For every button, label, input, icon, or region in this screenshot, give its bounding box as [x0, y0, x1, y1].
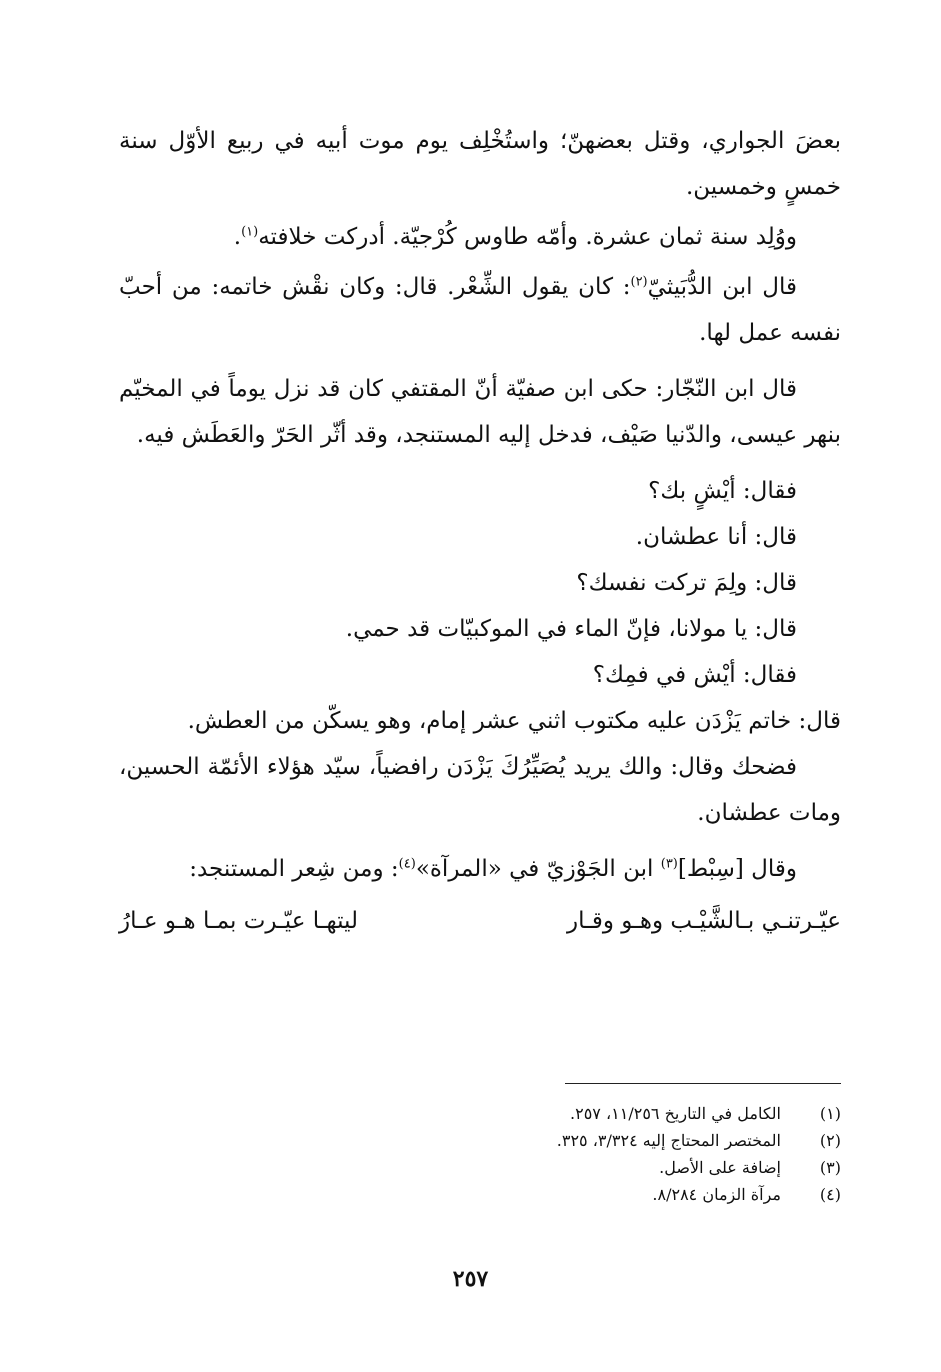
- footnote-2: [119, 1127, 841, 1154]
- dialog-line-3: قال: ولِمَ تركت نفسك؟: [576, 570, 797, 596]
- paragraph-2: [119, 214, 841, 260]
- paragraph-3-text: قال ابن الدُّبَيثيّ: [647, 274, 797, 300]
- footnote-number: (٢): [819, 1131, 841, 1150]
- footnote-divider: [565, 1083, 841, 1084]
- citation-after: : ومن شِعر المستنجد:: [189, 856, 399, 882]
- paragraph-2-text: ووُلِد سنة ثمان عشرة. وأمّه طاوس كُرْجيّة. أدركت خلافته: [258, 224, 797, 250]
- footnote-text: الكامل في التاريخ ١١/٢٥٦، ٢٥٧.: [570, 1104, 781, 1123]
- paragraph-2-end: .: [233, 224, 242, 250]
- footnote-4: [119, 1181, 841, 1208]
- paragraph-3-rest: : كان يقول الشِّعْر. قال: وكان نقْش خاتمه: من أحبّ نفسه عمل لها.: [119, 274, 841, 346]
- dialog-line-5: فقال: أيْش في فمِك؟: [592, 662, 797, 688]
- paragraph-1: بعضَ الجواري، وقتل بعضهنّ؛ واستُخْلِف يوم موت أبيه في ربيع الأوّل سنة خمسٍ وخمسين.: [119, 128, 841, 200]
- footnote-ref-3[interactable]: (٣): [660, 856, 678, 872]
- dialog-line-6: قال: خاتم يَزْدَن عليه مكتوب اثني عشر إمام، وهو يسكّن من العطش.: [187, 708, 841, 734]
- footnote-text: مرآة الزمان ٨/٢٨٤.: [652, 1185, 781, 1204]
- citation-middle: ابن الجَوْزيّ في «المرآة»: [415, 856, 661, 882]
- footnote-number: (٣): [819, 1158, 841, 1177]
- footnote-1: [119, 1100, 841, 1127]
- dialog-line-7: فضحك وقال: والك يريد يُصَيِّرُكَ يَزْدَن رافضياً، سيّد هؤلاء الأئمّة الحسين، ومات عطشان.: [119, 754, 841, 826]
- poem-hemistich-2: ليتهـا عيّـرت بمـا هـو عـارُ: [119, 908, 358, 934]
- dialog-line-4: قال: يا مولانا، فإنّ الماء في الموكبيّات قد حمي.: [345, 616, 797, 642]
- main-text: [119, 118, 841, 944]
- footnote-text: إضافة على الأصل.: [659, 1158, 781, 1177]
- paragraph-4: قال ابن النّجّار: حكى ابن صفيّة أنّ المقتفي كان قد نزل يوماً في المخيّم بنهر عيسى، والدّنيا صَيْف، فدخل إليه المستنجد، وقد أثّر الحَرّ والعَطَش فيه.: [119, 376, 841, 448]
- citation-line: [119, 846, 841, 892]
- dialog-line-1: فقال: أيْشٍ بك؟: [648, 478, 797, 504]
- footnote-number: (١): [819, 1104, 841, 1123]
- page-number: ٢٥٧: [452, 1266, 489, 1292]
- footnote-number: (٤): [819, 1185, 841, 1204]
- citation-before: وقال [سِبْط]: [677, 856, 797, 882]
- dialog-line-2: قال: أنا عطشان.: [635, 524, 797, 550]
- paragraph-3: [119, 264, 841, 356]
- poem-verse: [119, 898, 841, 944]
- poem-hemistich-1: عيّـرتنـي بـالشَّيْـب وهـو وقـار: [566, 908, 841, 934]
- footnote-text: المختصر المحتاج إليه ٣/٣٢٤، ٣٢٥.: [556, 1131, 781, 1150]
- footnotes: [119, 1100, 841, 1208]
- footnote-3: [119, 1154, 841, 1181]
- footnote-ref-4[interactable]: (٤): [398, 856, 416, 872]
- footnote-ref-1[interactable]: (١): [241, 224, 259, 240]
- footnote-ref-2[interactable]: (٢): [630, 274, 648, 290]
